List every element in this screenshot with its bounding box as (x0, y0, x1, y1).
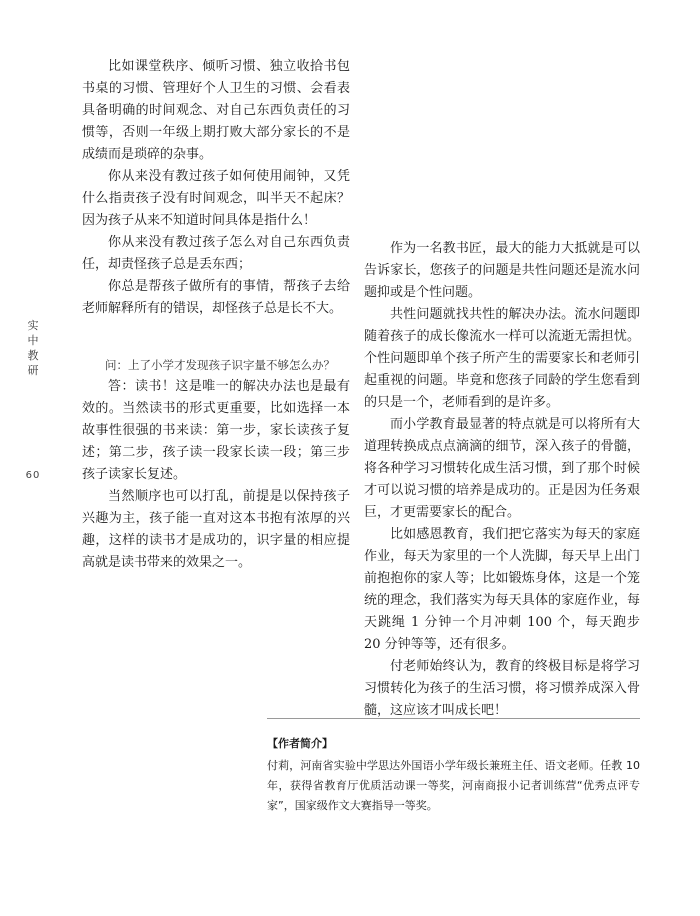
author-bio (267, 734, 640, 816)
paragraph: 你从来没有教过孩子怎么对自己东西负责任，却责怪孩子总是丢东西； (82, 235, 350, 272)
paragraph: 比如课堂秩序、倾听习惯、独立收拾书包书桌的习惯、管理好个人卫生的习惯、会看表具备明确的时间观念、对自己东西负责任的习惯等，否则一年级上期打败大部分家长的不是成绩而是琐碎的杂事。 (82, 59, 350, 162)
left-column (82, 56, 350, 574)
paragraph: 共性问题就找共性的解决办法。流水问题即随着孩子的成长像流水一样可以流逝无需担忧。个性问题即单个孩子所产生的需要家长和老师引起重视的问题。毕竟和您孩子同龄的学生您看到的只是一个，老师看到的是许多。 (364, 307, 640, 410)
paragraph: 你总是帮孩子做所有的事情，帮孩子去给老师解释所有的错误，却怪孩子总是长不大。 (82, 279, 350, 316)
section-label-char: 研 (27, 364, 39, 377)
paragraph: 答：读书！这是唯一的解决办法也是最有效的。当然读书的形式更重要，比如选择一本故事性很强的书来读：第一步，家长读孩子复述；第二步，孩子读一段家长读一段；第三步孩子读家长复述。 (82, 379, 350, 482)
author-bio-text: 付莉，河南省实验中学思达外国语小学年级长兼班主任、语文老师。任教 10 年，获得省教育厅优质活动课一等奖，河南商报小记者训练营“优秀点评专家”，国家级作文大赛指导一等奖。 (267, 759, 640, 812)
paragraph: 比如感恩教育，我们把它落实为每天的家庭作业，每天为家里的一个人洗脚，每天早上出门前抱抱你的家人等；比如锻炼身体，这是一个笼统的理念，我们落实为每天具体的家庭作业，每天跳绳 1 分钟一个月冲刺 100 个，每天跑步 20 分钟等等，还有很多。 (364, 527, 640, 652)
paragraph: 作为一名教书匠，最大的能力大抵就是可以告诉家长，您孩子的问题是共性问题还是流水问题抑或是个性问题。 (364, 241, 640, 300)
section-label-char: 中 (27, 334, 39, 347)
paragraph: 你从来没有教过孩子如何使用闹钟，又凭什么指责孩子没有时间观念，叫半天不起床？因为孩子从来不知道时间具体是指什么！ (82, 169, 350, 228)
question-heading: 问：上了小学才发现孩子识字量不够怎么办？ (105, 358, 335, 372)
divider (267, 718, 640, 719)
paragraph: 而小学教育最显著的特点就是可以将所有大道理转换成点点滴滴的细节，深入孩子的骨髓，将各种学习习惯转化成生活习惯，到了那个时候才可以说习惯的培养是成功的。正是因为任务艰巨，才更需要家长的配合。 (364, 417, 640, 520)
right-column (364, 238, 640, 722)
paragraph: 当然顺序也可以打乱，前提是以保持孩子兴趣为主，孩子能一直对这本书抱有浓厚的兴趣，这样的读书才是成功的，识字量的相应提高就是读书带来的效果之一。 (82, 489, 350, 570)
section-label (22, 318, 44, 378)
section-label-char: 教 (27, 349, 39, 362)
paragraph: 付老师始终认为，教育的终极目标是将学习习惯转化为孩子的生活习惯，将习惯养成深入骨髓，这应该才叫成长吧！ (364, 659, 640, 718)
spacer (82, 320, 350, 354)
section-label-char: 实 (27, 319, 39, 332)
author-bio-title: 【作者简介】 (267, 737, 333, 750)
page-number: 60 (25, 470, 41, 481)
